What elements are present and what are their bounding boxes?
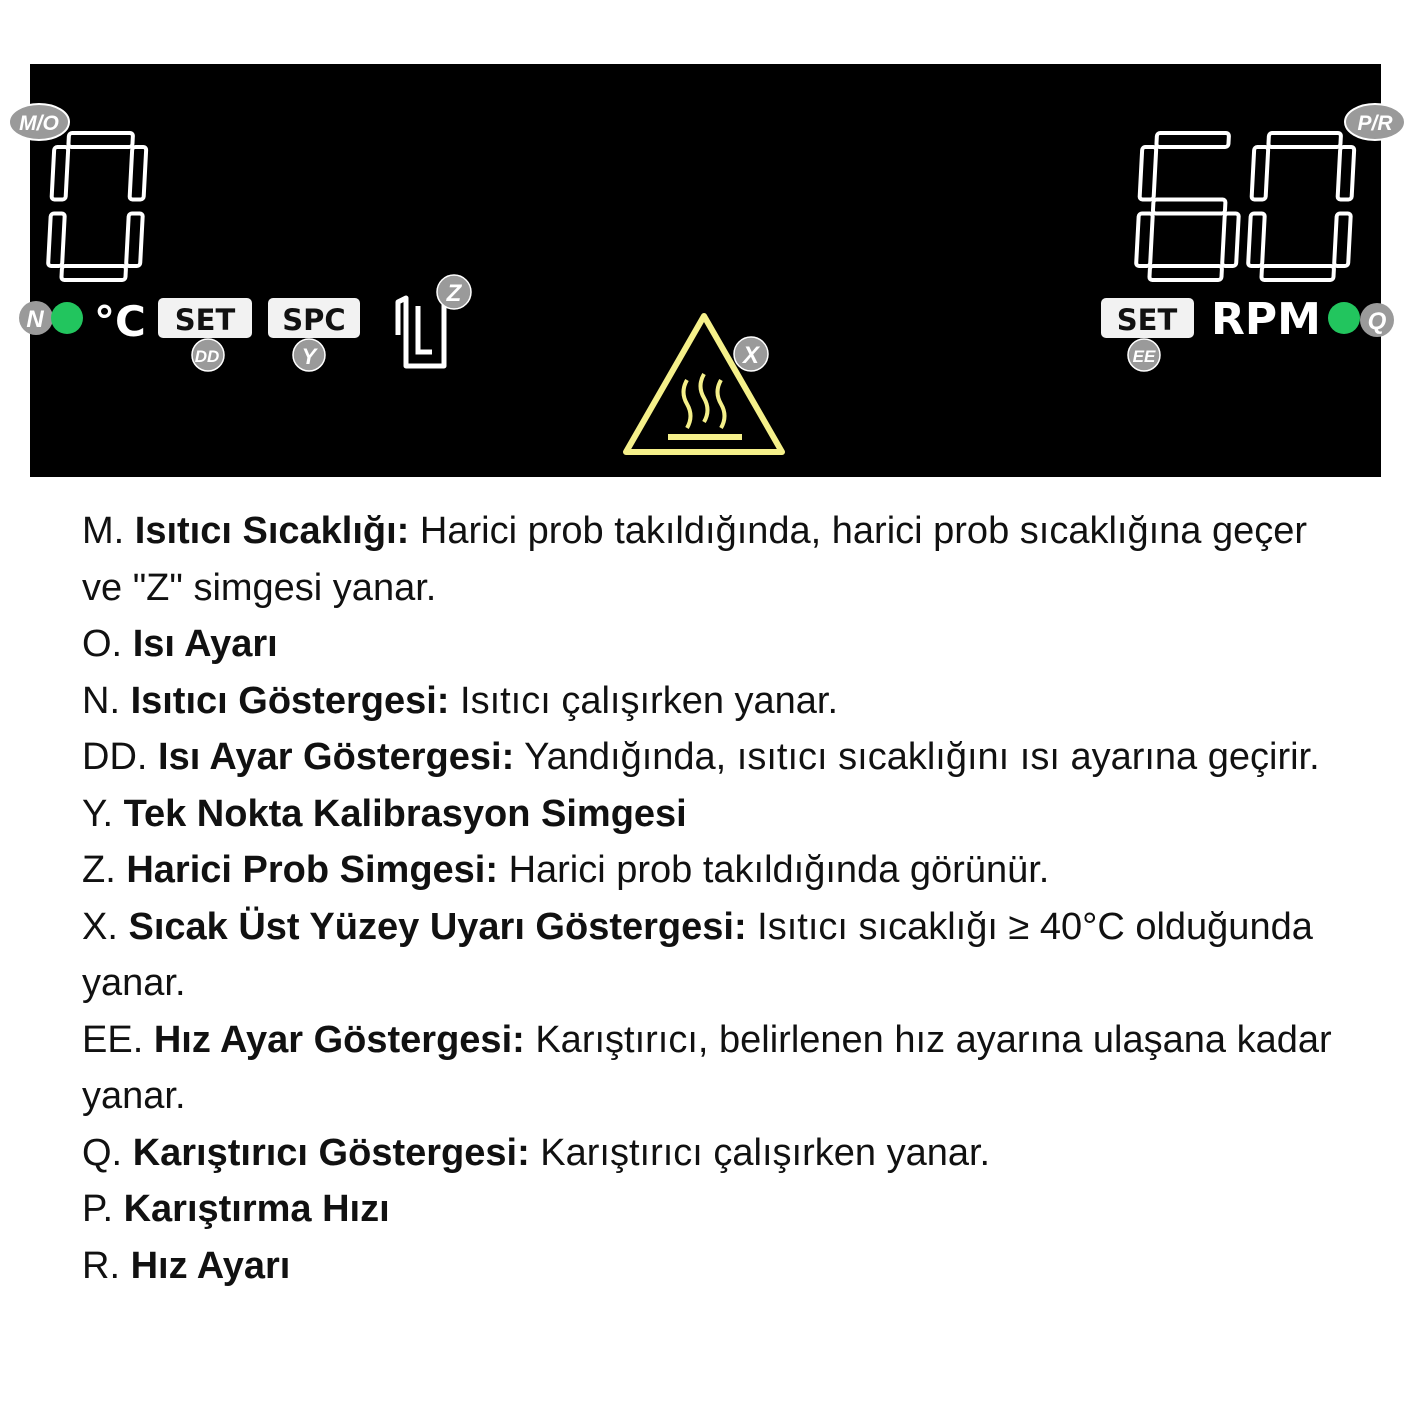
segment-c <box>126 214 143 267</box>
segment-g <box>1153 200 1226 214</box>
svg-text:SET: SET <box>174 303 236 337</box>
segment-a <box>1268 133 1341 147</box>
segment-b <box>130 147 147 200</box>
heater-indicator-light <box>51 302 83 334</box>
legend-code: Y. <box>82 792 114 835</box>
segment-a <box>68 133 133 147</box>
marker-ee <box>1128 339 1160 371</box>
legend-code: N. <box>82 679 120 722</box>
speed-set-button[interactable] <box>1101 298 1194 338</box>
legend-item <box>82 842 1342 899</box>
segment-f <box>1140 147 1157 200</box>
segment-e <box>1248 214 1265 267</box>
hot-surface-warning-icon <box>626 316 782 452</box>
marker-q <box>1360 303 1394 337</box>
legend-title: Isıtıcı Sıcaklığı: <box>134 510 410 552</box>
speed-readout <box>1136 133 1354 280</box>
legend-item <box>82 1125 1342 1182</box>
segment-e <box>1136 214 1153 267</box>
segment-e <box>48 214 65 267</box>
svg-text:X: X <box>742 342 760 369</box>
legend-title: Isı Ayar Göstergesi: <box>158 736 515 778</box>
legend-description: Isıtıcı sıcaklığı ≥ 40°C olduğunda yanar. <box>82 905 1313 1004</box>
legend-item <box>82 899 1342 1012</box>
legend-description: Karıştırıcı, belirlenen hız ayarına ulaşana kadar yanar. <box>82 1018 1332 1117</box>
segment-b <box>1338 147 1355 200</box>
legend-code: M. <box>82 510 125 552</box>
stirrer-indicator-light <box>1328 302 1360 334</box>
segment-d <box>61 266 126 280</box>
svg-text:DD: DD <box>194 347 220 366</box>
marker-dd <box>192 339 224 371</box>
legend-title: Hız Ayarı <box>130 1244 291 1287</box>
legend-title: Karıştırıcı Göstergesi: <box>132 1131 530 1174</box>
legend-list <box>82 503 1342 1294</box>
svg-text:M/O: M/O <box>19 112 59 135</box>
svg-text:P/R: P/R <box>1357 112 1393 135</box>
legend-code: X. <box>82 905 118 948</box>
segment-f <box>52 147 69 200</box>
legend-description: Yandığında, ısıtıcı sıcaklığını ısı ayarına geçirir. <box>514 736 1320 778</box>
legend-code: O. <box>82 623 123 665</box>
legend-description: Harici prob takıldığında, harici prob sıcaklığına geçer ve "Z" simgesi yanar. <box>82 510 1308 609</box>
legend-item <box>82 503 1342 616</box>
legend-item <box>82 1238 1342 1295</box>
spc-button[interactable] <box>268 298 360 338</box>
segment-a <box>1156 133 1229 147</box>
segment-f <box>1252 147 1269 200</box>
legend-item <box>82 1012 1342 1125</box>
marker-z <box>437 275 471 309</box>
legend-title: Harici Prob Simgesi: <box>126 849 499 891</box>
legend-title: Sıcak Üst Yüzey Uyarı Göstergesi: <box>128 905 747 948</box>
legend-item <box>82 673 1342 730</box>
svg-text:EE: EE <box>1132 347 1156 366</box>
legend-description: Harici prob takıldığında görünür. <box>498 849 1050 891</box>
temperature-readout <box>48 133 146 280</box>
svg-text:SET: SET <box>1116 303 1178 337</box>
svg-text:Y: Y <box>301 344 317 369</box>
svg-text:N: N <box>26 306 44 333</box>
legend-description: Isıtıcı çalışırken yanar. <box>449 679 839 722</box>
legend-code: P. <box>82 1188 114 1230</box>
legend-title: Hız Ayar Göstergesi: <box>153 1018 525 1061</box>
segment-c <box>1334 214 1351 267</box>
marker-n <box>19 301 53 335</box>
legend-description: Karıştırıcı çalışırken yanar. <box>529 1131 991 1174</box>
svg-text:Z: Z <box>446 280 462 307</box>
segment-c <box>1222 214 1239 267</box>
temperature-unit: °C <box>94 297 146 346</box>
marker-p-r <box>1345 104 1405 140</box>
legend-title: Tek Nokta Kalibrasyon Simgesi <box>123 792 687 835</box>
legend-code: Z. <box>82 849 116 891</box>
segment-d <box>1149 266 1222 280</box>
legend-item <box>82 786 1342 843</box>
legend-title: Isıtıcı Göstergesi: <box>130 679 450 722</box>
svg-text:Q: Q <box>1367 308 1387 335</box>
legend-item <box>82 616 1342 673</box>
speed-unit: RPM <box>1211 294 1321 345</box>
legend-item <box>82 729 1342 786</box>
heat-set-button[interactable] <box>158 298 252 338</box>
legend-title: Karıştırma Hızı <box>123 1188 390 1230</box>
lcd-display-graphics <box>0 0 1414 500</box>
legend-item <box>82 1181 1342 1238</box>
legend-code: DD. <box>82 736 148 778</box>
legend-title: Isı Ayarı <box>132 623 278 665</box>
legend-code: R. <box>82 1244 120 1287</box>
marker-m-o <box>9 104 69 140</box>
segment-d <box>1261 266 1334 280</box>
external-probe-icon <box>398 298 444 366</box>
marker-y <box>293 339 325 371</box>
legend-code: Q. <box>82 1131 123 1174</box>
legend-code: EE. <box>82 1018 144 1061</box>
marker-x <box>734 337 768 371</box>
svg-text:SPC: SPC <box>282 303 346 337</box>
